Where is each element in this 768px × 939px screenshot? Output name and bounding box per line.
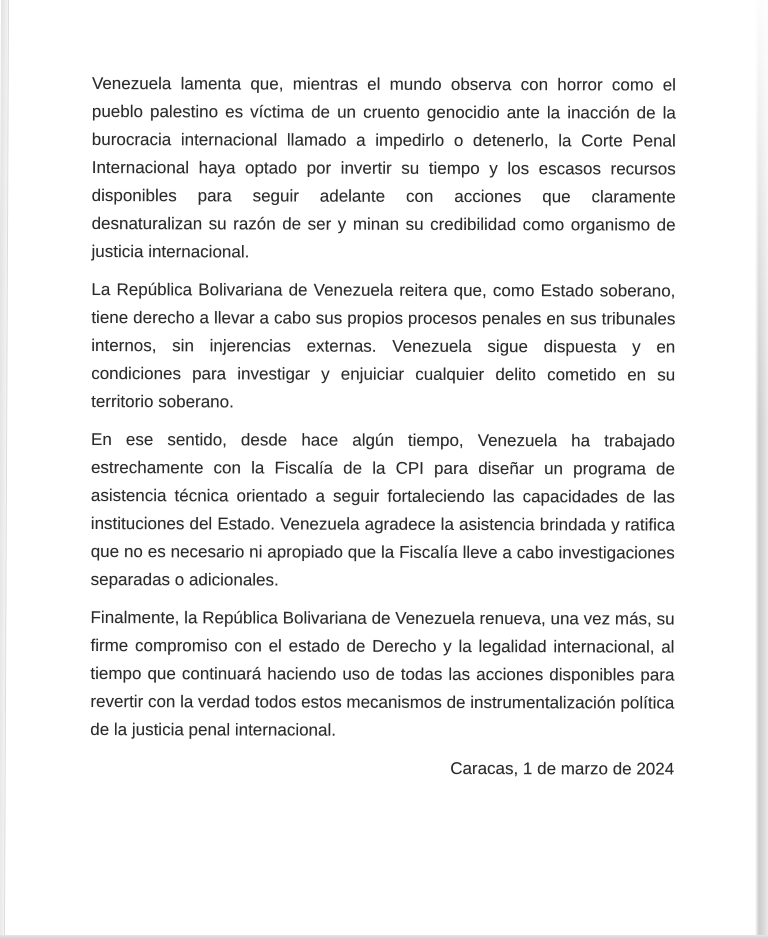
- paragraph: En ese sentido, desde hace algún tiempo, Venezuela ha trabajado estrechamente con la Fiscalía de la CPI para diseñar un programa de asistencia técnica orientado a seguir fortaleciendo las capacidades de las instituciones del Estado. Venezuela agradece la asistencia brindada y ratifica que no es necesario ni apropiado que la Fiscalía lleve a cabo investigaciones separadas o adicionales.: [90, 429, 676, 590]
- page-bottom-edge: [0, 935, 768, 939]
- page-right-edge-fade: [755, 0, 768, 423]
- document-text-block: [90, 70, 676, 794]
- paragraph: Finalmente, la República Bolivariana de Venezuela renueva, una vez más, su firme compromiso con el estado de Derecho y la legalidad internacional, al tiempo que continuará haciendo uso de todas las acciones disponibles para revertir con la verdad todos estos mecanismos de instrumentalización política de la justicia penal internacional.: [90, 607, 675, 740]
- paragraph: La República Bolivariana de Venezuela reitera que, como Estado soberano, tiene derecho a llevar a cabo sus propios procesos penales en sus tribunales internos, sin injerencias externas. Venezuela sigue dispuesta y en condiciones para investigar y enjuiciar cualquier delito cometido en su territorio soberano.: [91, 279, 676, 412]
- page-left-edge: [0, 0, 9, 939]
- paragraph: Venezuela lamenta que, mientras el mundo observa con horror como el pueblo palestino es víctima de un cruento genocidio ante la inacción de la burocracia internacional llamado a impedirlo o detenerlo, la Corte Penal Internacional haya optado por invertir su tiempo y los escasos recursos disponibles para seguir adelante con acciones que claramente desnaturalizan su razón de ser y minan su credibilidad como organismo de justicia internacional.: [91, 73, 676, 262]
- dateline: Caracas, 1 de marzo de 2024: [450, 758, 675, 779]
